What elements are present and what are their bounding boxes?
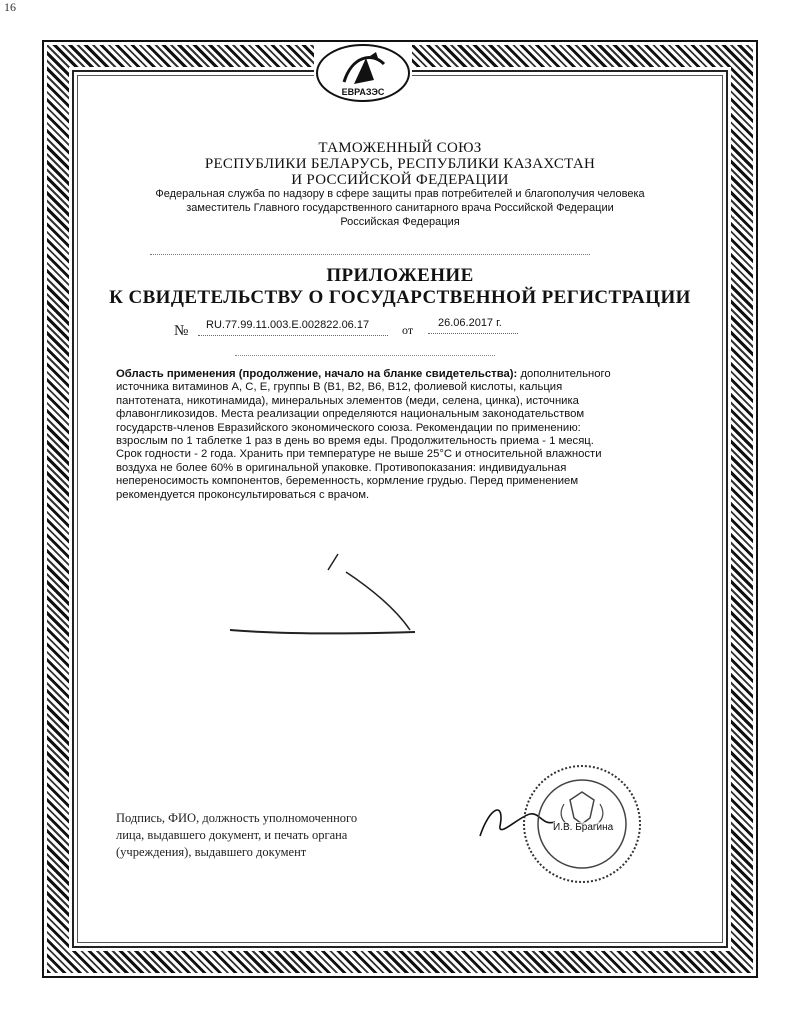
handwritten-mark: [220, 548, 450, 648]
number-label: №: [174, 323, 189, 339]
date-label: от: [402, 323, 414, 337]
body-content: дополнительного источника витаминов А, С, Е, группы В (В1, В2, В6, В12, фолиевой кислоты, кальция пантотената, никотинамида), минеральных элементов (меди, селена, цинка), источника флавонгликозидов. Места реализации определяются национальным законодательством государств-членов Евразийского экономического союза. Рекомендации по применению: взрослым по 1 таблетке 1 раз в день во время еды. Продолжительность приема - 1 месяц. Срок годности - 2 года. Хранить при температуре не выше 25°С и относительной влажности воздуха не более 60% в оригинальной упаковке. Противопоказания: индивидуальная непереносимость компонентов, беременность, кормление грудью. Перед применением рекомендуется проконсультироваться с врачом.: [116, 368, 611, 501]
authority-line-2: заместитель Главного государственного санитарного врача Российской Федерации: [186, 202, 614, 214]
page-corner-mark: 16: [4, 0, 16, 14]
signature-caption: [116, 810, 416, 861]
header-line-3: И РОССИЙСКОЙ ФЕДЕРАЦИИ: [291, 172, 509, 188]
header-line-1: ТАМОЖЕННЫЙ СОЮЗ: [318, 140, 482, 156]
logo-text: ЕВРАЗЭС: [341, 87, 385, 97]
body-lead: Область применения (продолжение, начало на бланке свидетельства):: [116, 368, 518, 380]
caption-line-2: лица, выдавшего документ, и печать органа: [116, 828, 348, 842]
stamp-signer-name: И.В. Брагина: [553, 822, 614, 833]
date-underline: [428, 333, 518, 334]
authority-line-1: Федеральная служба по надзору в сфере защиты прав потребителей и благополучия человека: [155, 188, 645, 200]
document-header: [100, 140, 700, 188]
divider-line: [150, 254, 590, 255]
evrazes-logo: [314, 42, 412, 104]
caption-line-3: (учреждения), выдавшего документ: [116, 845, 307, 859]
issuing-authority: [100, 187, 700, 229]
number-underline: [198, 335, 388, 336]
authority-line-3: Российская Федерация: [340, 216, 460, 228]
registration-date: 26.06.2017 г.: [438, 317, 502, 329]
title-line-2: К СВИДЕТЕЛЬСТВУ О ГОСУДАРСТВЕННОЙ РЕГИСТРАЦИИ: [109, 287, 691, 308]
caption-line-1: Подпись, ФИО, должность уполномоченного: [116, 811, 358, 825]
title-line-1: ПРИЛОЖЕНИЕ: [326, 265, 474, 286]
registration-line: [170, 317, 530, 343]
document-title: [90, 265, 710, 309]
header-line-2: РЕСПУБЛИКИ БЕЛАРУСЬ, РЕСПУБЛИКИ КАЗАХСТАН: [204, 156, 596, 172]
body-text: [116, 368, 616, 502]
divider-line-2: [235, 355, 495, 356]
registration-number: RU.77.99.11.003.E.002822.06.17: [206, 319, 370, 331]
